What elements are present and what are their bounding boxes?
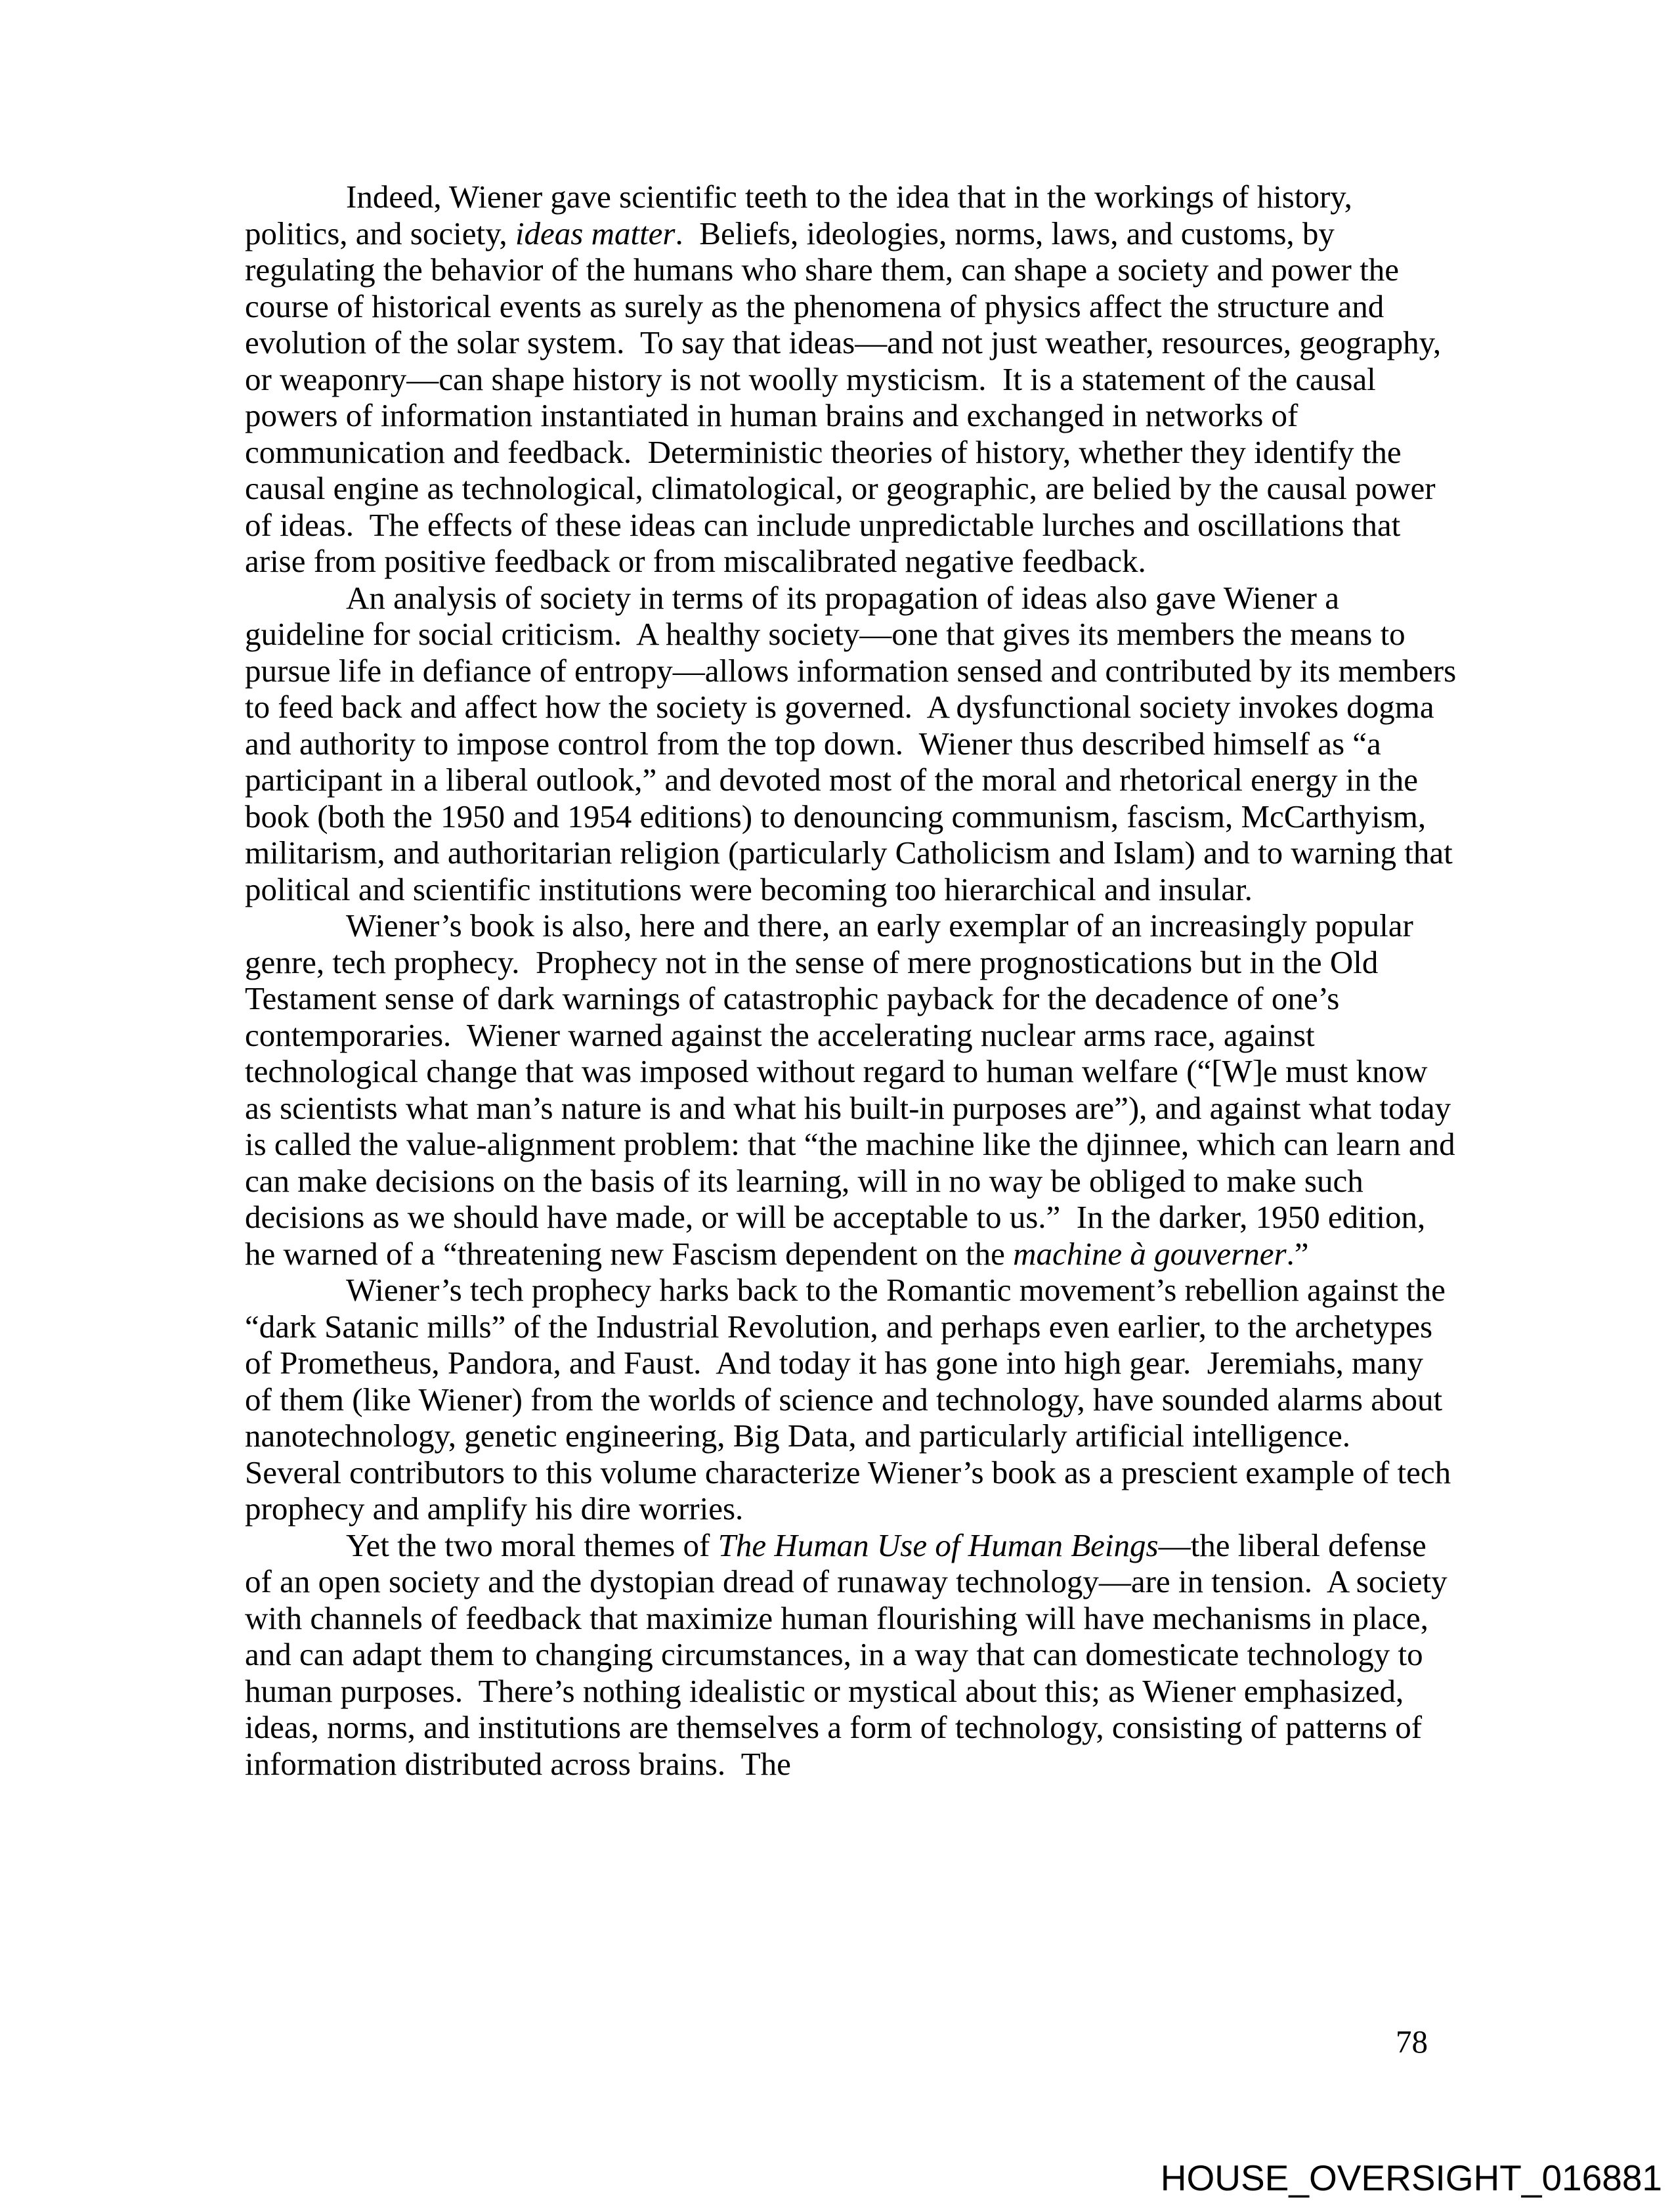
paragraph (245, 579, 1465, 908)
italic-text-run: ideas matter (515, 215, 676, 251)
text-run: Wiener’s tech prophecy harks back to the Romantic movement’s rebellion against the “dark Satanic mills” of the Industrial Revolution, and perhaps even earlier, to the archetypes of Prometheus, Pandora, and Faust. And today it has gone into high gear. Jeremiahs, many of them (like Wiener) from the worlds of science and technology, have sounded alarms about nanotechnology, genetic engineering, Big Data, and particularly artificial intelligence. Several contributors to this volume characterize Wiener’s book as a prescient example of tech prophecy and amplify his dire worries. (245, 1272, 1459, 1527)
paragraph (245, 179, 1458, 580)
document-body (245, 179, 1465, 1782)
text-run: . Beliefs, ideologies, norms, laws, and customs, by regulating the behavior of the humans who share them, can shape a society and power the course of historical events as surely as the phenomena of physics affect the structure and evolution of the solar system. To say that ideas—and not just weather, resources, geography, or weaponry—can shape history is not woolly mysticism. It is a statement of the causal powers of information instantiated in human brains and exchanged in networks of communication and feedback. Deterministic theories of history, whether they identify the causal engine as technological, climatological, or geographic, are belied by the causal power of ideas. The effects of these ideas can include unpredictable lurches and oscillations that arise from positive feedback or from miscalibrated negative feedback. (245, 215, 1449, 579)
bates-stamp-watermark: HOUSE_OVERSIGHT_016881 (1160, 2158, 1662, 2198)
italic-text-run: machine à gouverner (1013, 1235, 1287, 1272)
text-run: Wiener’s book is also, here and there, an early exemplar of an increasingly popular genre, tech prophecy. Prophecy not in the sense of mere prognostications but in the Old Testament sense of dark warnings of catastrophic payback for the decadence of one’s contemporaries. Wiener warned against the accelerating nuclear arms race, against technological change that was imposed without regard to human welfare (“[W]e must know as scientists what man’s nature is and what his built-in purposes are”), and against what today is called the value-alignment problem: that “the machine like the djinnee, which can learn and can make decisions on the basis of its learning, will in no way be obliged to make such decisions as we should have made, or will be acceptable to us.” In the darker, 1950 edition, he warned of a “threatening new Fascism dependent on the (245, 907, 1463, 1272)
text-run: —the liberal defense of an open society and the dystopian dread of runaway technology—are in tension. A society with channels of feedback that maximize human flourishing will have mechanisms in place, and can adapt them to changing circumstances, in a way that can domesticate technology to human purposes. There’s nothing idealistic or mystical about this; as Wiener emphasized, ideas, norms, and institutions are themselves a form of technology, consisting of patterns of information distributed across brains. The (245, 1527, 1455, 1782)
page-number: 78 (1396, 2024, 1428, 2060)
text-run: .” (1286, 1235, 1309, 1272)
text-run: An analysis of society in terms of its propagation of ideas also gave Wiener a guideline for social criticism. A healthy society—one that gives its members the means to pursue life in defiance of entropy—allows information sensed and contributed by its members to feed back and affect how the society is governed. A dysfunctional society invokes dogma and authority to impose control from the top down. Wiener thus described himself as “a participant in a liberal outlook,” and devoted most of the moral and rhetorical energy in the book (both the 1950 and 1954 editions) to denouncing communism, fascism, McCarthyism, militarism, and authoritarian religion (particularly Catholicism and Islam) and to warning that political and scientific institutions were becoming too hierarchical and insular. (245, 579, 1465, 907)
text-run: Yet the two moral themes of (346, 1527, 718, 1563)
italic-text-run: The Human Use of Human Beings (718, 1527, 1159, 1563)
paragraph (245, 1272, 1458, 1527)
text-run: Indeed, Wiener gave scientific teeth to the idea that in the workings of history, politics, and society, (245, 179, 1361, 251)
paragraph (245, 1527, 1458, 1783)
paragraph (245, 907, 1463, 1272)
